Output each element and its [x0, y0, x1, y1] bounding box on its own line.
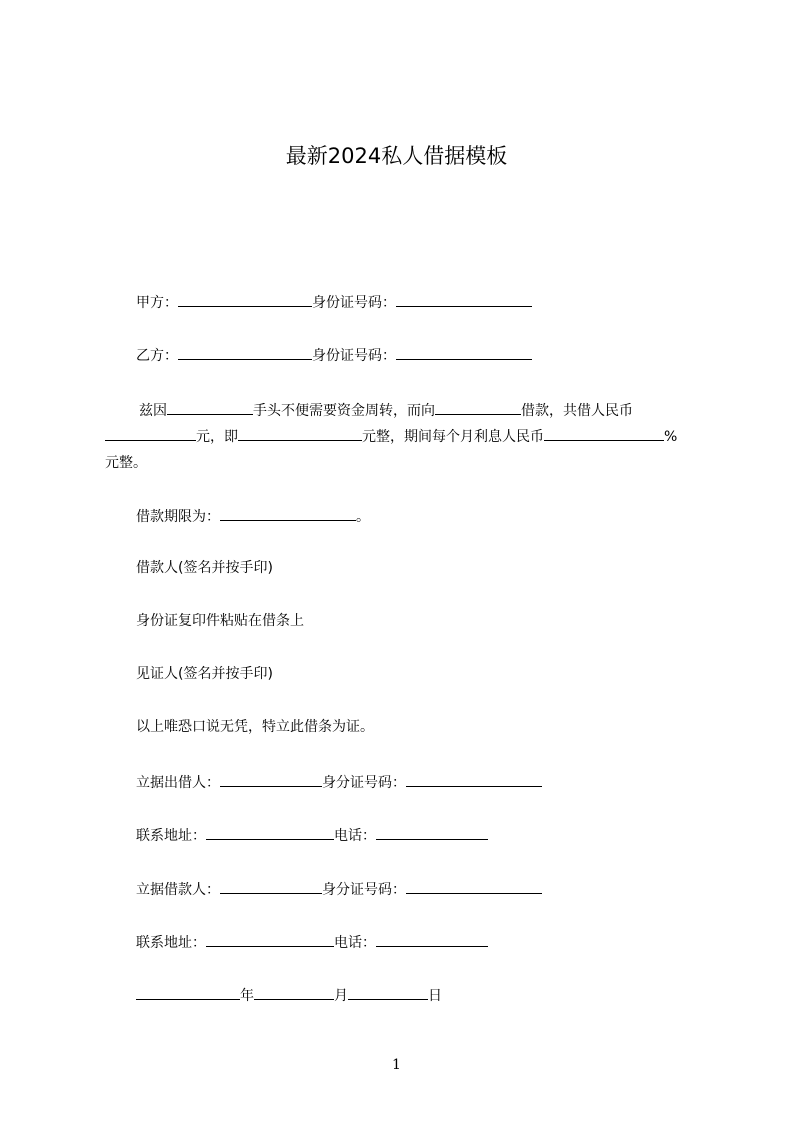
party-b-label: 乙方：	[136, 348, 178, 364]
reason-part2: 借款，共借人民币	[521, 403, 633, 419]
borrower-phone-blank[interactable]	[376, 931, 488, 947]
borrower-contact-line	[136, 931, 488, 953]
month-label: 月	[334, 988, 348, 1004]
party-a-line	[136, 291, 532, 313]
term-line	[136, 505, 370, 527]
party-a-name-blank[interactable]	[178, 291, 312, 307]
date-line	[136, 984, 442, 1006]
lender-id-label: 身分证号码：	[322, 775, 406, 791]
lender-label: 立据出借人：	[136, 775, 220, 791]
witness-sign-line: 见证人(签名并按手印)	[136, 666, 273, 682]
reason-part4: 元整，期间每个月利息人民币	[362, 429, 544, 445]
borrower-address-blank[interactable]	[206, 931, 334, 947]
party-a-id-blank[interactable]	[396, 291, 532, 307]
reason-pct: %	[664, 429, 678, 445]
party-a-label: 甲方：	[136, 295, 178, 311]
term-blank[interactable]	[220, 505, 356, 521]
borrower-id-blank[interactable]	[406, 878, 542, 894]
id-copy-note: 身份证复印件粘贴在借条上	[136, 613, 304, 629]
lender-name-blank[interactable]	[220, 771, 322, 787]
lender-phone-label: 电话：	[334, 828, 376, 844]
party-a-id-label: 身份证号码：	[312, 295, 396, 311]
statement-line: 以上唯恐口说无凭，特立此借条为证。	[136, 719, 374, 735]
borrower-line	[136, 878, 542, 900]
lender-name-blank[interactable]	[435, 399, 521, 415]
reason-part3: 元，即	[196, 429, 238, 445]
page-number: 1	[392, 1057, 401, 1073]
lender-id-blank[interactable]	[406, 771, 542, 787]
year-blank[interactable]	[136, 984, 240, 1000]
lender-address-label: 联系地址：	[136, 828, 206, 844]
day-blank[interactable]	[348, 984, 428, 1000]
party-b-name-blank[interactable]	[178, 344, 312, 360]
lender-contact-line	[136, 824, 488, 846]
month-blank[interactable]	[254, 984, 334, 1000]
monthly-interest-blank[interactable]	[544, 425, 664, 441]
borrower-id-label: 身分证号码：	[322, 882, 406, 898]
borrower-name-blank[interactable]	[220, 878, 322, 894]
party-b-id-label: 身份证号码：	[312, 348, 396, 364]
reason-end: 元整。	[105, 455, 147, 471]
borrower-label: 立据借款人：	[136, 882, 220, 898]
lender-line	[136, 771, 542, 793]
amount-words-blank[interactable]	[238, 425, 362, 441]
amount-figures-blank[interactable]	[105, 425, 196, 441]
party-b-id-blank[interactable]	[396, 344, 532, 360]
borrower-address-label: 联系地址：	[136, 935, 206, 951]
term-label: 借款期限为：	[136, 509, 220, 525]
reason-part1: 手头不便需要资金周转，而向	[253, 403, 435, 419]
document-title: 最新2024私人借据模板	[285, 144, 508, 168]
party-b-line	[136, 344, 532, 366]
borrower-phone-label: 电话：	[334, 935, 376, 951]
reason-blank[interactable]	[167, 399, 253, 415]
term-end: 。	[356, 509, 370, 525]
loan-reason-paragraph	[105, 398, 700, 476]
lender-address-blank[interactable]	[206, 824, 334, 840]
day-label: 日	[428, 988, 442, 1004]
lender-phone-blank[interactable]	[376, 824, 488, 840]
year-label: 年	[240, 988, 254, 1004]
borrower-sign-line: 借款人(签名并按手印)	[136, 560, 273, 576]
reason-prefix: 兹因	[139, 403, 167, 419]
